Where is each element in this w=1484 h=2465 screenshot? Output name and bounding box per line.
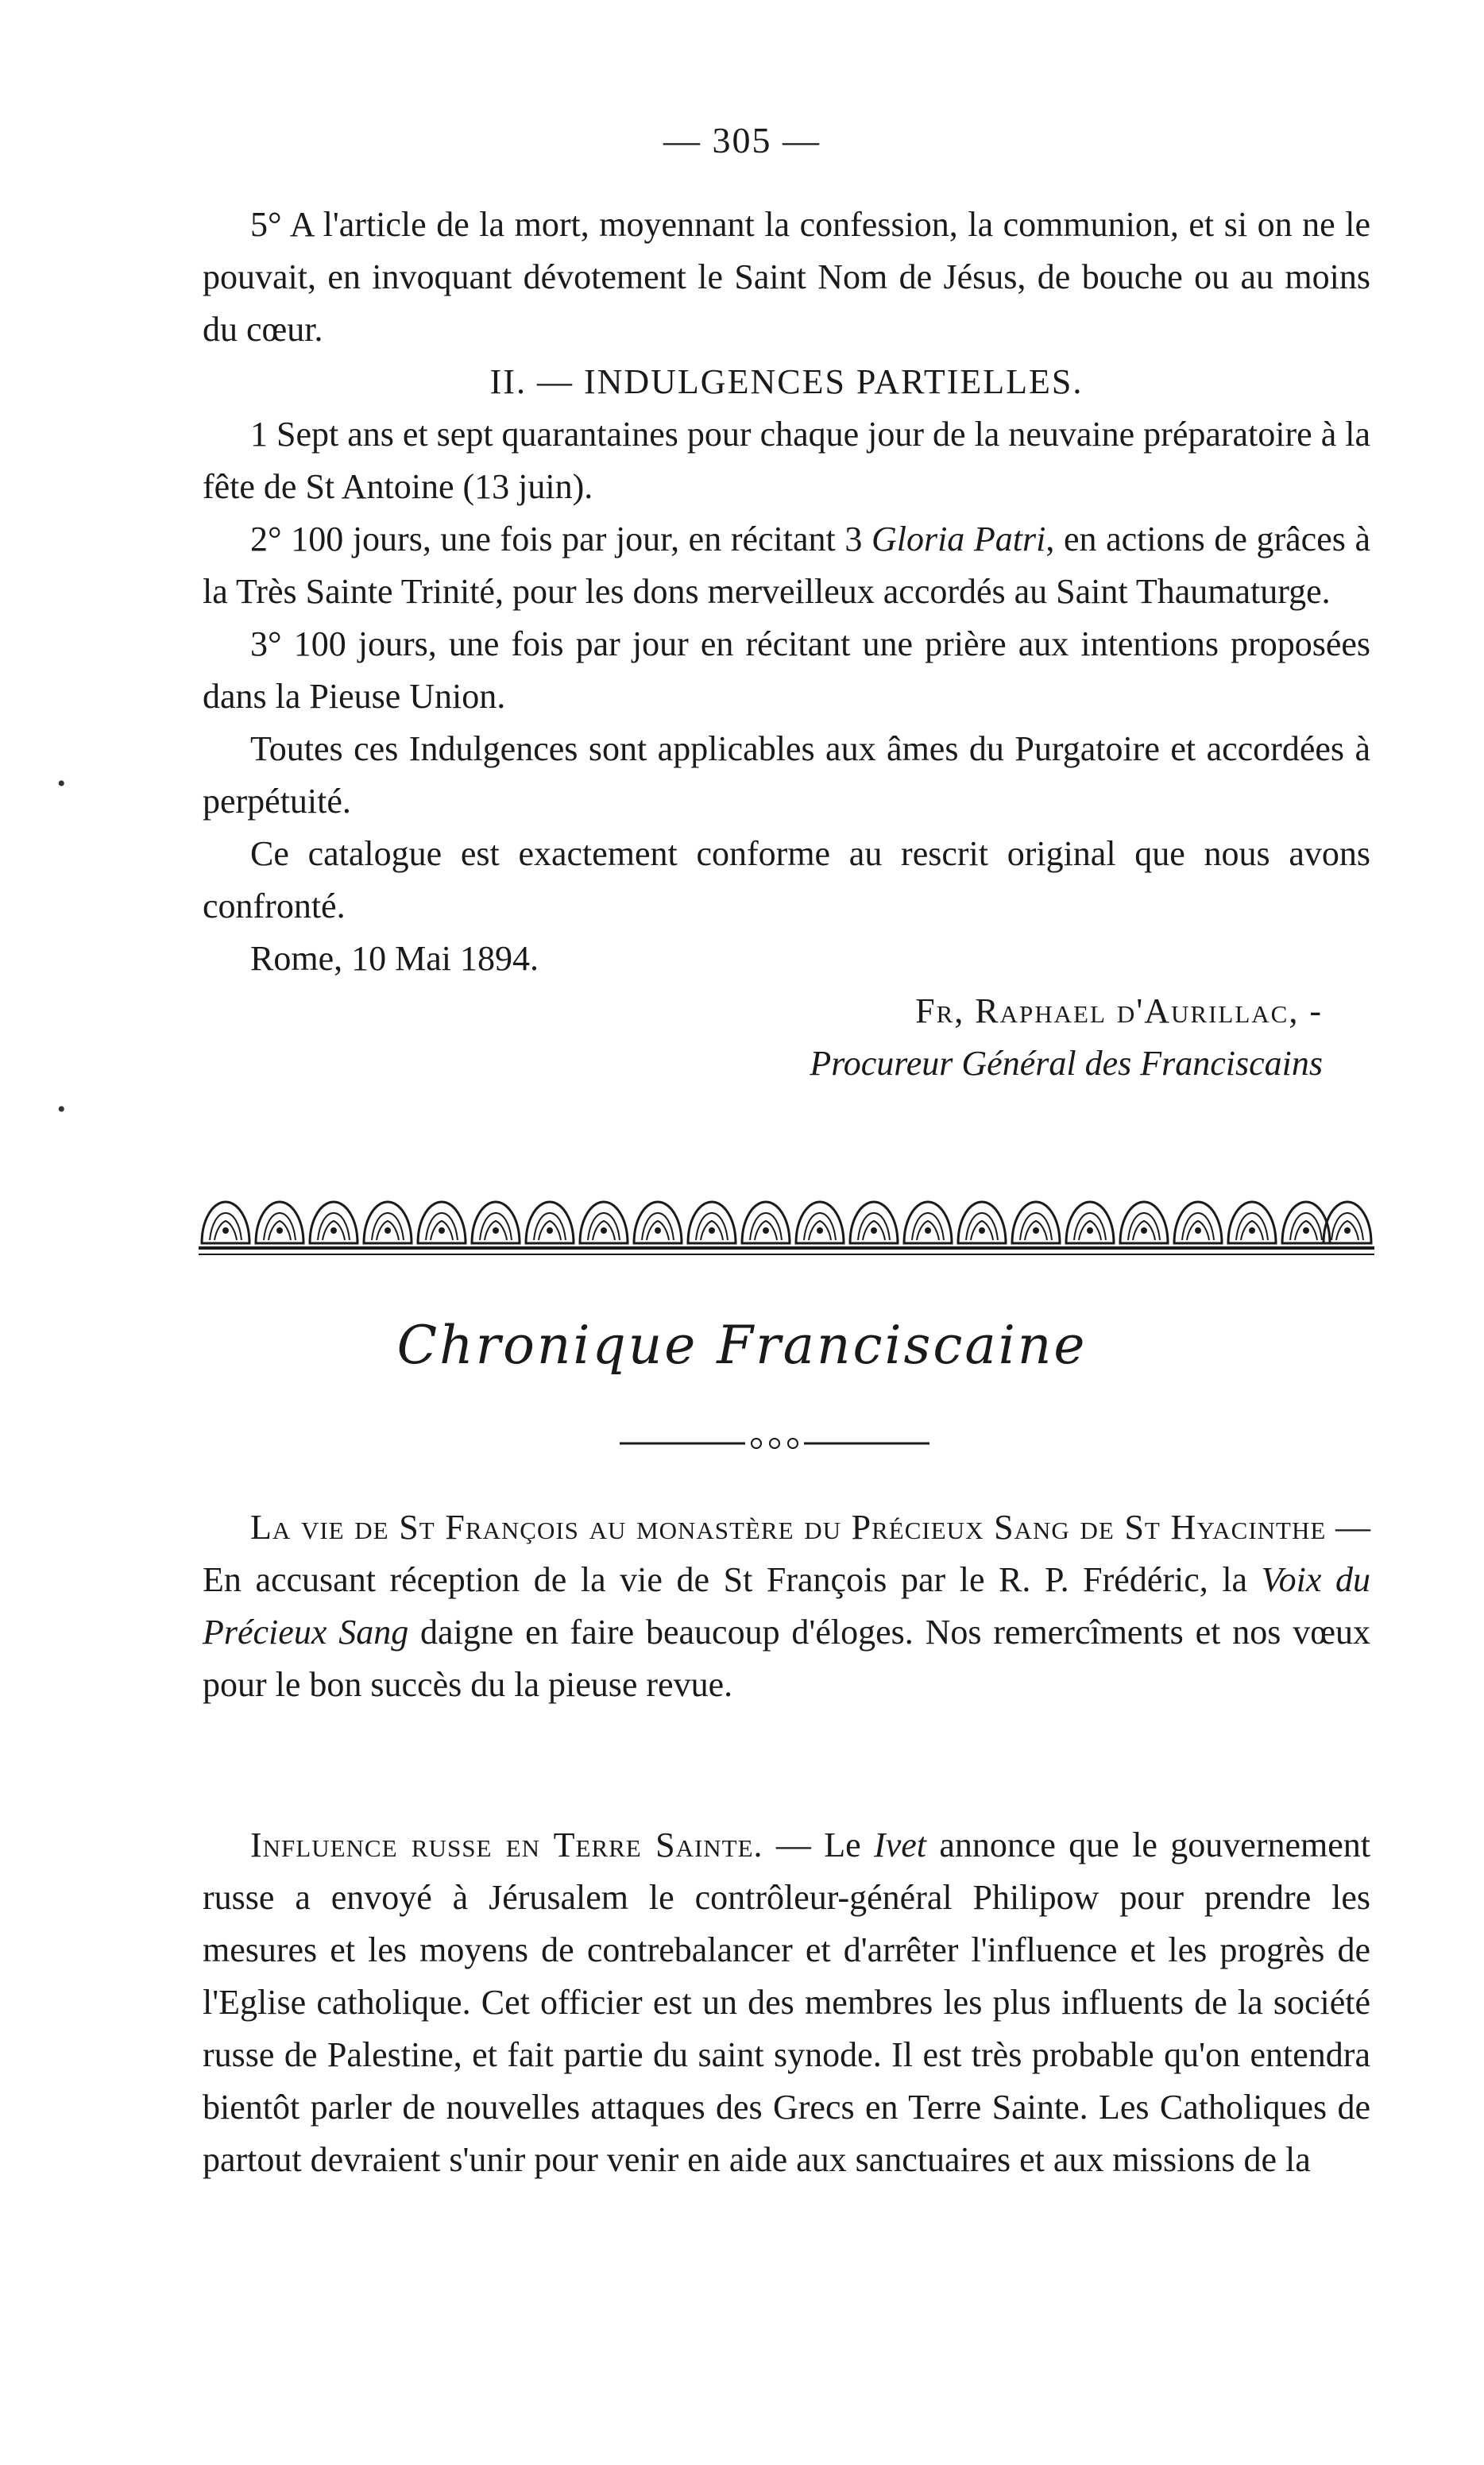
partial-item-3: 3° 100 jours, une fois par jour en récitant une prière aux intentions proposées dans la Pieuse Union. [203, 624, 1370, 716]
article-1-journal: Voix du Précieux Sang [203, 1560, 1370, 1652]
indulgence-list [203, 199, 1370, 1090]
article-1-text: — En accusant réception de la vie de St François par le R. P. Frédéric, la [203, 1508, 1371, 1599]
article-2-text-rest: annonce que le gouvernement russe a envoyé à Jérusalem le contrôleur-général Philipow pour prendre les mesures et les moyens de contrebalancer et d'arrêter l'influence et les progrès de l'Eglise catholique. Cet officier est un des membres les plus influents de la société russe de Palestine, et fait partie du saint synode. Il est très probable qu'on entendra bientôt parler de nouvelles attaques des Grecs en Terre Sainte. Les Catholiques de partout devraient s'unir pour venir en aide aux sanctuaires et aux missions de la [203, 1826, 1370, 2179]
article-1-paragraph [203, 1501, 1370, 1711]
margin-dot: • [57, 1096, 66, 1122]
article-2-paragraph [203, 1819, 1370, 2186]
article-2-text: — Le [763, 1826, 875, 1864]
article-1-text-rest: daigne en faire beaucoup d'éloges. Nos remercîments et nos vœux pour le bon succès du la pieuse revue. [203, 1613, 1370, 1704]
partial-item-2-text: 2° 100 jours, une fois par jour, en récitant 3 [250, 520, 871, 558]
margin-dot: • [57, 771, 66, 797]
conformity-note: Ce catalogue est exactement conforme au rescrit original que nous avons confronté. [203, 834, 1370, 925]
title-rule [620, 1434, 929, 1453]
date-line: Rome, 10 Mai 1894. [250, 939, 539, 978]
section-title: Chronique Franciscaine [396, 1315, 1088, 1376]
partial-item-1: 1 Sept ans et sept quarantaines pour chaque jour de la neuvaine préparatoire à la fête de St Antoine (13 juin). [203, 415, 1370, 506]
article-st-francois [203, 1501, 1370, 1711]
gloria-patri: Gloria Patri [871, 520, 1046, 558]
partial-item-2-rest: , en actions de grâces à la Très Sainte Trinité, pour les dons merveilleux accordés au Saint Thaumaturge. [203, 520, 1370, 611]
applicable-note: Toutes ces Indulgences sont applicables aux âmes du Purgatoire et accordées à perpétuité. [203, 729, 1370, 821]
signature-name: Fr, Raphael d'Aurillac, - [915, 991, 1323, 1030]
ornamental-border [199, 1196, 1374, 1259]
article-1-lead: La vie de St François au monastère du Précieux Sang de St Hyacinthe [250, 1508, 1327, 1547]
article-2-journal: Ivet [874, 1826, 926, 1864]
partial-indulgences-heading: II. — INDULGENCES PARTIELLES. [489, 362, 1084, 401]
plenary-item-5: 5° A l'article de la mort, moyennant la confession, la communion, et si on ne le pouvait, en invoquant dévotement le Saint Nom de Jésus, de bouche ou au moins du cœur. [203, 205, 1370, 349]
page-number: — 305 — [663, 120, 821, 160]
article-2-lead: Influence russe en Terre Sainte. [250, 1826, 763, 1864]
signature-title: Procureur Général des Franciscains [810, 1044, 1323, 1083]
partial-item-2 [203, 513, 1370, 618]
article-influence-russe [203, 1819, 1370, 2186]
